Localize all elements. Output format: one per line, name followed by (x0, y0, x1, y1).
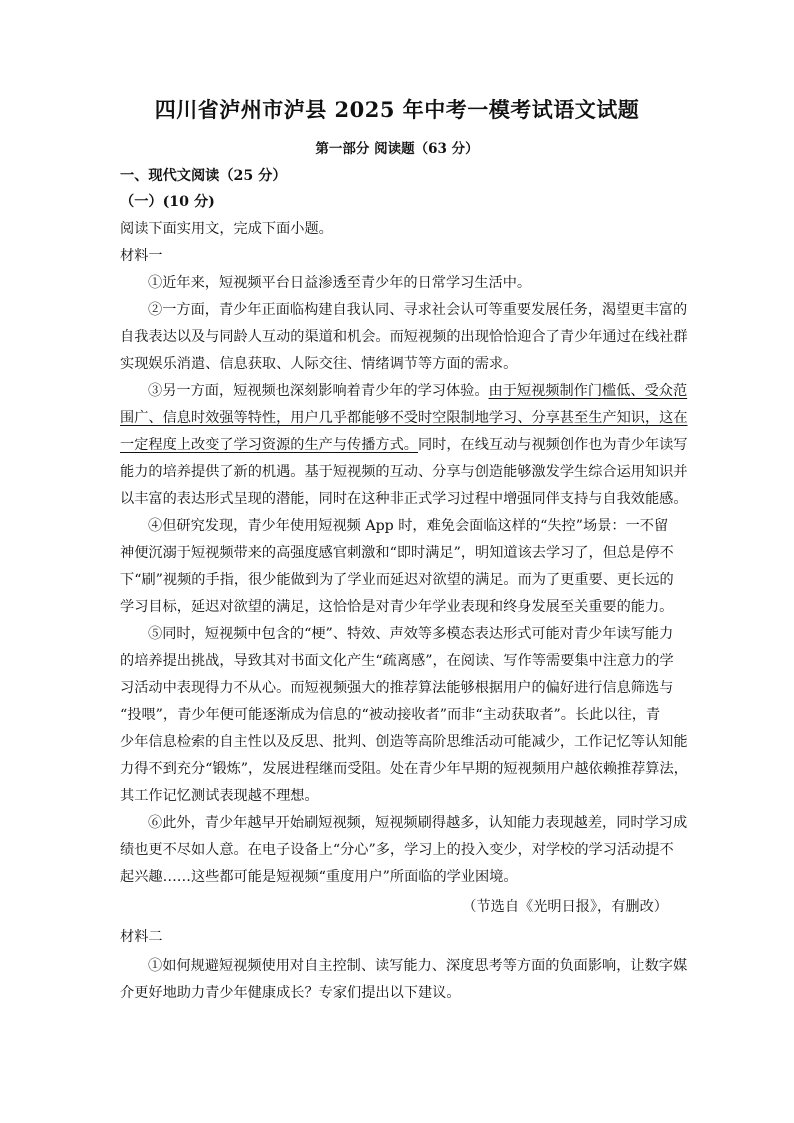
paragraph-line: 学习目标，延迟对欲望的满足，这恰恰是对青少年学业表现和终身发展至关重要的能力。 (120, 599, 674, 615)
paragraph-line (148, 381, 690, 401)
paragraph-line (120, 435, 690, 455)
paragraph-line: “投喂”，青少年便可能逐渐成为信息的“被动接收者”而非“主动获取者”。长此以往，青 (120, 707, 661, 723)
paragraph-line: 介更好地助力青少年健康成长？专家们提出以下建议。 (120, 985, 461, 1001)
material-two-label: 材料二 (120, 929, 163, 945)
source-citation: （节选自《光明日报》，有删改） (462, 899, 668, 915)
paragraph-line: ⑤同时，短视频中包含的“梗”、特效、声效等多模态表达形式可能对青少年读写能力 (148, 626, 674, 642)
paragraph-line: 绩也更不尽如人意。在电子设备上“分心”多，学习上的投入变少，对学校的学习活动提不 (120, 842, 674, 858)
paragraph-line: 其工作记忆测试表现越不理想。 (120, 788, 319, 804)
paragraph-line: ⑥此外，青少年越早开始刷短视频，短视频刷得越多，认知能力表现越差，同时学习成 (148, 815, 688, 831)
underlined-text: 一定程度上改变了学习资源的生产与传播方式。 (120, 437, 418, 453)
paragraph-text: 同时，在线互动与视频创作也为青少年读写 (417, 437, 688, 453)
section-heading: 一、现代文阅读（25 分） (120, 168, 287, 184)
paragraph-line: 以丰富的表达形式呈现的潜能，同时在这种非正式学习过程中增强同伴支持与自我效能感。 (120, 491, 688, 507)
paragraph-line: 下“刷”视频的手指，很少能做到为了学业而延迟对欲望的满足。而为了更重要、更长远的 (120, 572, 674, 588)
material-one-label: 材料一 (120, 248, 163, 264)
paragraph-line: ④但研究发现，青少年使用短视频 App 时，难免会面临这样的“失控”场景：一不留 (148, 518, 669, 534)
underlined-text: 由于短视频制作门槛低、受众范 (488, 383, 688, 399)
instruction-text: 阅读下面实用文，完成下面小题。 (120, 221, 333, 237)
paragraph-line: 少年信息检索的自主性以及反思、批判、创造等高阶思维活动可能减少，工作记忆等认知能 (120, 734, 688, 750)
paragraph-line: ②一方面，青少年正面临构建自我认同、寻求社会认可等重要发展任务，渴望更丰富的 (148, 302, 688, 318)
paragraph-line: 力得不到充分“锻炼”，发展进程继而受阻。处在青少年早期的短视频用户越依赖推荐算法， (120, 761, 688, 777)
paragraph-line: 自我表达以及与同龄人互动的渠道和机会。而短视频的出现恰恰迎合了青少年通过在线社群 (120, 329, 688, 345)
paragraph-line: ①近年来，短视频平台日益渗透至青少年的日常学习生活中。 (148, 275, 532, 291)
paragraph-line: 神便沉溺于短视频带来的高强度感官刺激和“即时满足”，明知道该去学习了，但总是停不 (120, 545, 674, 561)
paragraph-line: 习活动中表现得力不从心。而短视频强大的推荐算法能够根据用户的偏好进行信息筛选与 (120, 680, 674, 696)
part-heading: 第一部分 阅读题（63 分） (315, 141, 479, 157)
paragraph-text: ③另一方面，短视频也深刻影响着青少年的学习体验。 (148, 383, 489, 399)
paragraph-line: 的培养提出挑战，导致其对书面文化产生“疏离感”，在阅读、写作等需要集中注意力的学 (120, 653, 674, 669)
paragraph-line: 实现娱乐消遣、信息获取、人际交往、情绪调节等方面的需求。 (120, 356, 518, 372)
exam-title: 四川省泸州市泸县 2025 年中考一模考试语文试题 (154, 97, 640, 122)
subsection-heading: （一）(10 分) (120, 194, 215, 210)
paragraph-line: ①如何规避短视频使用对自主控制、读写能力、深度思考等方面的负面影响，让数字媒 (148, 958, 688, 974)
paragraph-line: 能力的培养提供了新的机遇。基于短视频的互动、分享与创造能够激发学生综合运用知识并 (120, 464, 688, 480)
underlined-line: 围广、信息时效强等特性，用户几乎都能够不受时空限制地学习、分享甚至生产知识，这在 (120, 410, 688, 426)
paragraph-line: 起兴趣……这些都可能是短视频“重度用户”所面临的学业困境。 (120, 869, 518, 885)
